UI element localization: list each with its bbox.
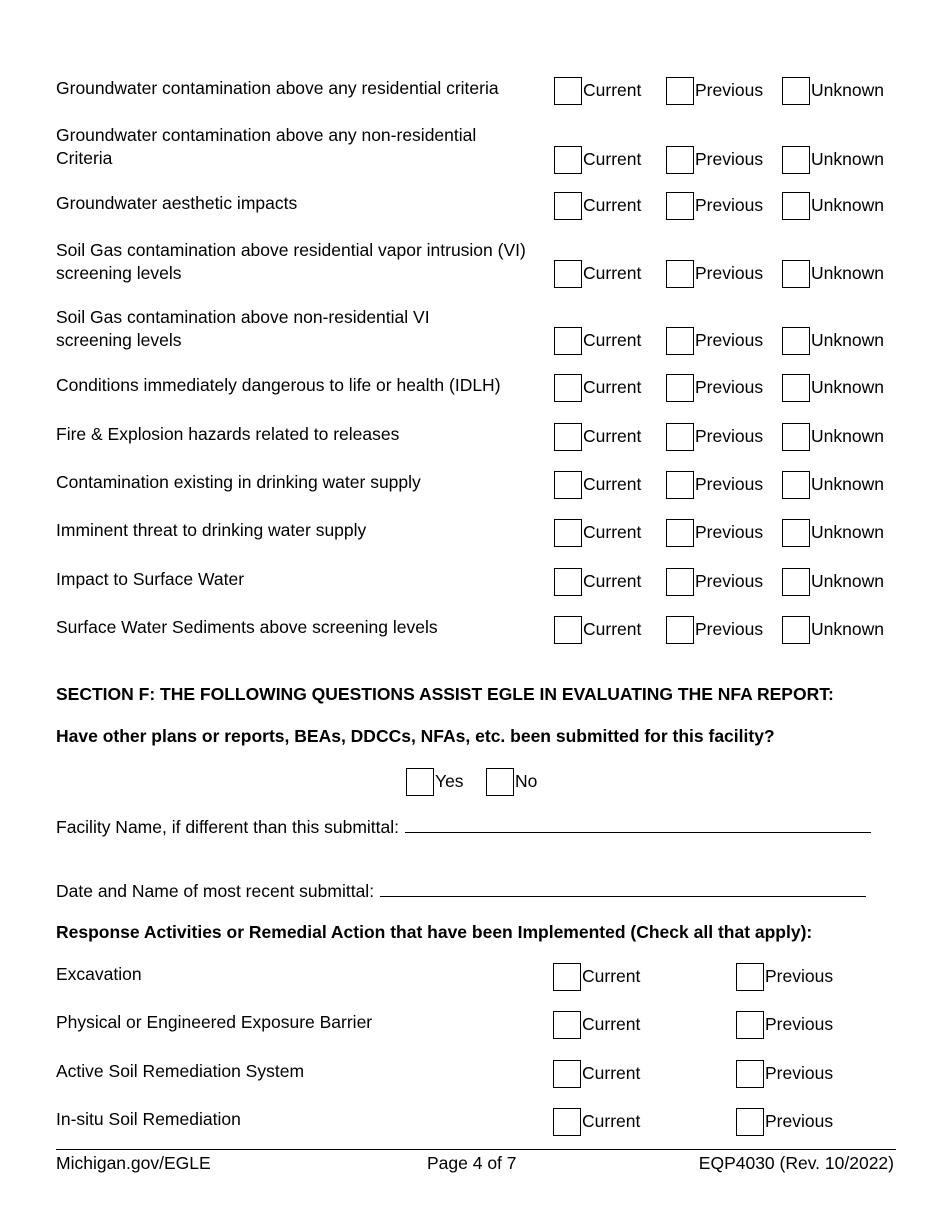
previous-label: Previous	[695, 195, 764, 215]
section-f-question: Have other plans or reports, BEAs, DDCCs, NFAs, etc. been submitted for this facility?	[56, 726, 775, 746]
condition-label: Groundwater contamination above any residential criteria	[56, 78, 499, 98]
response-activities-heading: Response Activities or Remedial Action that have been Implemented (Check all that apply):	[56, 922, 813, 942]
current-label: Current	[583, 330, 642, 350]
current-label: Current	[583, 522, 642, 542]
section-f-title: SECTION F: THE FOLLOWING QUESTIONS ASSIST EGLE IN EVALUATING THE NFA REPORT:	[56, 684, 834, 704]
previous-label: Previous	[695, 426, 764, 446]
current-label: Current	[583, 571, 642, 591]
current-label: Current	[583, 263, 642, 283]
current-label: Current	[583, 426, 642, 446]
facility-name-label: Facility Name, if different than this submittal:	[56, 817, 400, 837]
footer-form-id: EQP4030 (Rev. 10/2022)	[698, 1153, 894, 1173]
previous-label: Previous	[695, 619, 764, 639]
condition-label: Contamination existing in drinking water supply	[56, 472, 421, 492]
previous-label: Previous	[765, 1063, 834, 1083]
previous-label: Previous	[765, 966, 834, 986]
unknown-label: Unknown	[811, 571, 884, 591]
current-label: Current	[583, 619, 642, 639]
no-label: No	[515, 771, 538, 791]
current-label: Current	[583, 80, 642, 100]
unknown-label: Unknown	[811, 522, 884, 542]
condition-label: Imminent threat to drinking water supply	[56, 520, 367, 540]
current-label: Current	[582, 1014, 641, 1034]
recent-submittal-input[interactable]	[380, 878, 866, 897]
previous-label: Previous	[695, 330, 764, 350]
condition-label: Conditions immediately dangerous to life or health (IDLH)	[56, 375, 501, 395]
unknown-label: Unknown	[811, 149, 884, 169]
condition-label: Groundwater contamination above any non-residential Criteria	[56, 125, 477, 168]
response-label: Excavation	[56, 964, 142, 984]
current-label: Current	[582, 1063, 641, 1083]
previous-label: Previous	[765, 1111, 834, 1131]
previous-label: Previous	[765, 1014, 834, 1034]
current-label: Current	[583, 149, 642, 169]
recent-submittal-label: Date and Name of most recent submittal:	[56, 881, 375, 901]
condition-label: Surface Water Sediments above screening levels	[56, 617, 438, 637]
recent-submittal-field	[56, 878, 866, 902]
previous-label: Previous	[695, 474, 764, 494]
unknown-label: Unknown	[811, 80, 884, 100]
unknown-label: Unknown	[811, 377, 884, 397]
condition-label: Groundwater aesthetic impacts	[56, 193, 298, 213]
facility-name-field	[56, 814, 871, 838]
response-label: In-situ Soil Remediation	[56, 1109, 241, 1129]
footer-page-number: Page 4 of 7	[427, 1153, 517, 1173]
previous-label: Previous	[695, 149, 764, 169]
current-label: Current	[582, 1111, 641, 1131]
current-label: Current	[582, 966, 641, 986]
condition-label: Soil Gas contamination above residential vapor intrusion (VI) screening levels	[56, 240, 526, 283]
condition-label: Fire & Explosion hazards related to releases	[56, 424, 400, 444]
previous-label: Previous	[695, 377, 764, 397]
current-label: Current	[583, 474, 642, 494]
current-label: Current	[583, 377, 642, 397]
previous-label: Previous	[695, 80, 764, 100]
unknown-label: Unknown	[811, 474, 884, 494]
response-label: Physical or Engineered Exposure Barrier	[56, 1012, 373, 1032]
unknown-label: Unknown	[811, 330, 884, 350]
unknown-label: Unknown	[811, 426, 884, 446]
yes-label: Yes	[435, 771, 464, 791]
footer-website: Michigan.gov/EGLE	[56, 1153, 211, 1173]
condition-label: Soil Gas contamination above non-residential VI screening levels	[56, 307, 430, 350]
unknown-label: Unknown	[811, 195, 884, 215]
facility-name-input[interactable]	[405, 814, 871, 833]
unknown-label: Unknown	[811, 263, 884, 283]
response-label: Active Soil Remediation System	[56, 1061, 305, 1081]
previous-label: Previous	[695, 571, 764, 591]
condition-label: Impact to Surface Water	[56, 569, 245, 589]
previous-label: Previous	[695, 263, 764, 283]
previous-label: Previous	[695, 522, 764, 542]
unknown-label: Unknown	[811, 619, 884, 639]
footer-divider	[56, 1149, 896, 1150]
current-label: Current	[583, 195, 642, 215]
